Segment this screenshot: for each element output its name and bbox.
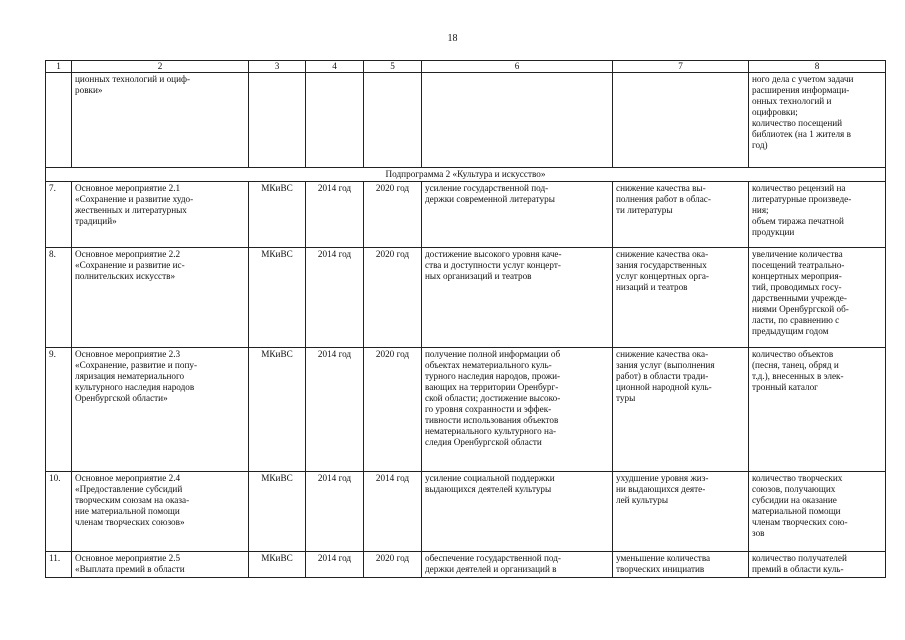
cell-expected-result: обеспечение государственной под- держки деятелей и организаций в [422,552,613,578]
column-header: 5 [364,61,422,73]
cell-start-year: 2014 год [306,472,364,552]
table-row [46,248,886,348]
cell-indicator: ного дела с учетом задачи расширения информаци- онных технологий и оцифровки; количество посещений библиотек (на 1 жителя в год) [749,73,886,168]
cell-empty [613,73,749,168]
cell-executor: МКиВС [249,348,306,472]
cell-executor: МКиВС [249,248,306,348]
cell-measure-name: Основное мероприятие 2.2 «Сохранение и развитие ис- полнительских искусств» [72,248,249,348]
cell-number: 11. [46,552,72,578]
column-header: 4 [306,61,364,73]
cell-number: 10. [46,472,72,552]
cell-end-year: 2020 год [364,248,422,348]
cell-empty [46,73,72,168]
cell-measure-name: Основное мероприятие 2.1 «Сохранение и развитие худо- жественных и литературных традиций» [72,182,249,248]
cell-expected-result: достижение высокого уровня каче- ства и доступности услуг концерт- ных организаций и театров [422,248,613,348]
column-header: 8 [749,61,886,73]
cell-indicator: количество рецензий на литературные произведе- ния; объем тиража печатной продукции [749,182,886,248]
page-number: 18 [447,33,458,44]
cell-expected-result: усиление социальной поддержки выдающихся деятелей культуры [422,472,613,552]
column-header: 2 [72,61,249,73]
cell-empty [422,73,613,168]
cell-start-year: 2014 год [306,248,364,348]
cell-end-year: 2020 год [364,552,422,578]
cell-start-year: 2014 год [306,182,364,248]
cell-end-year: 2014 год [364,472,422,552]
cell-indicator: количество получателей премий в области куль- [749,552,886,578]
table-row [46,552,886,578]
cell-start-year: 2014 год [306,348,364,472]
cell-number: 7. [46,182,72,248]
table-row [46,348,886,472]
column-header: 6 [422,61,613,73]
measures-table [45,60,886,578]
continuation-row [46,73,886,168]
column-header: 7 [613,61,749,73]
cell-measure-name: Основное мероприятие 2.5 «Выплата премий в области [72,552,249,578]
subprogram-title: Подпрограмма 2 «Культура и искусство» [46,168,886,182]
cell-executor: МКиВС [249,472,306,552]
cell-number: 9. [46,348,72,472]
column-header: 3 [249,61,306,73]
cell-consequence: ухудшение уровня жиз- ни выдающихся деяте- лей культуры [613,472,749,552]
table-row [46,182,886,248]
cell-start-year: 2014 год [306,552,364,578]
cell-end-year: 2020 год [364,348,422,472]
cell-indicator: увеличение количества посещений театрально- концертных мероприя- тий, проводимых госу- дарственными учрежде- ниями Оренбургской об- ласти, по сравнению с предыдущим годом [749,248,886,348]
cell-measure-name: Основное мероприятие 2.4 «Предоставление субсидий творческим союзам на оказа- ние материальной помощи членам творческих союзов» [72,472,249,552]
cell-end-year: 2020 год [364,182,422,248]
cell-empty [249,73,306,168]
cell-expected-result: усиление государственной под- держки современной литературы [422,182,613,248]
table-row [46,472,886,552]
cell-consequence: снижение качества ока- зания услуг (выполнения работ) в области тради- ционной народной куль- туры [613,348,749,472]
measures-rows [46,182,886,578]
cell-consequence: уменьшение количества творческих инициатив [613,552,749,578]
cell-indicator: количество творческих союзов, получающих субсидии на оказание материальной помощи членам творческих сою- зов [749,472,886,552]
cell-empty [364,73,422,168]
cell-consequence: снижение качества вы- полнения работ в облас- ти литературы [613,182,749,248]
cell-measure-name: Основное мероприятие 2.3 «Сохранение, развитие и попу- ляризация нематериального культурного наследия народов Оренбургской области» [72,348,249,472]
column-header: 1 [46,61,72,73]
cell-indicator: количество объектов (песня, танец, обряд и т.д.), внесенных в элек- тронный каталог [749,348,886,472]
cell-name: ционных технологий и оциф- ровки» [72,73,249,168]
cell-executor: МКиВС [249,182,306,248]
cell-executor: МКиВС [249,552,306,578]
column-number-row [46,61,886,73]
cell-expected-result: получение полной информации об объектах нематериального куль- турного наследия народов, прожи- вающих на территории Оренбург- ской области; достижение высоко- го уровня сохранности и эффек- тивности использования объектов нематериального культурного на- следия Оренбургской области [422,348,613,472]
cell-consequence: снижение качества ока- зания государственных услуг концертных орга- низаций и театров [613,248,749,348]
subprogram-row [46,168,886,182]
cell-empty [306,73,364,168]
cell-number: 8. [46,248,72,348]
